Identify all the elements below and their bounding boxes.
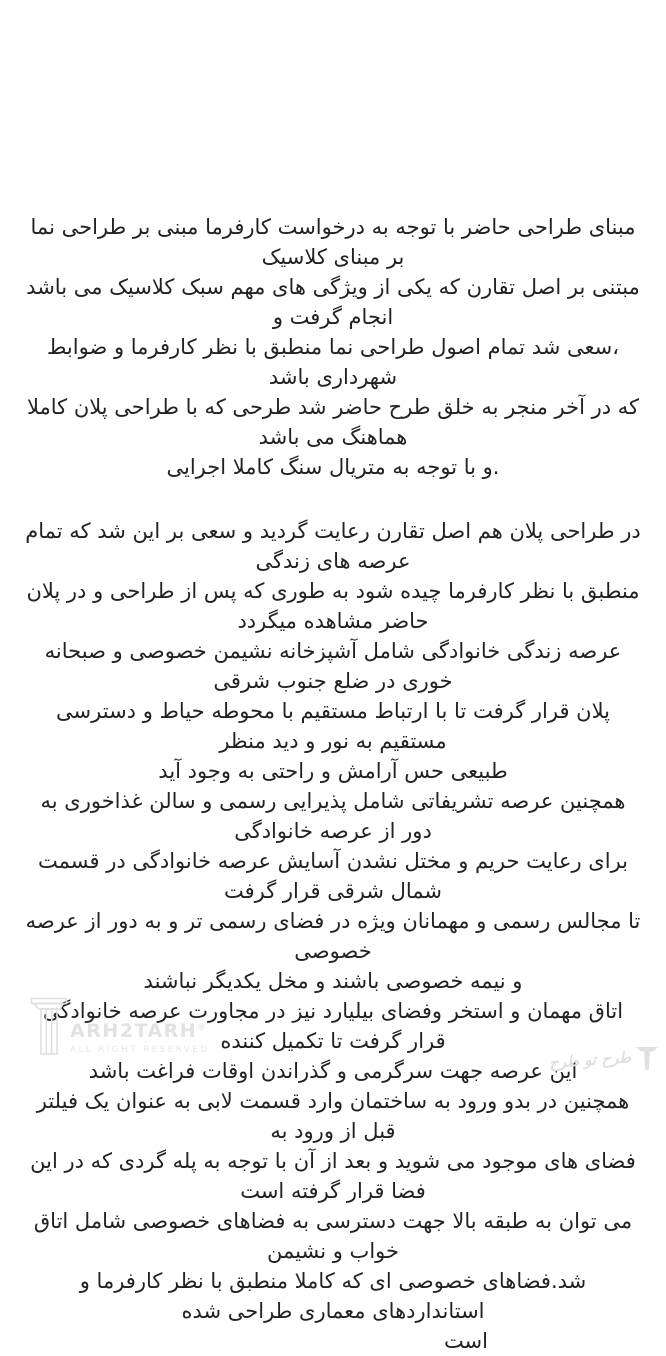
text-line: عرصه زندگی خانوادگی شامل آشپزخانه نشیمن خصوصی و صبحانه خوری در ضلع جنوب شرقی [44,639,622,693]
text-line: مبتنی بر اصل تقارن که یکی از ویژگی های مهم سبک کلاسیک می باشد انجام گرفت و [26,275,640,329]
text-line: مبنای طراحی حاضر با توجه به درخواست کارفرما مبنی بر طراحی نما بر مبنای کلاسیک [30,215,636,269]
text-line: تا مجالس رسمی و مهمانان ویژه در فضای رسمی تر و به دور از عرصه خصوصی [25,909,641,963]
text-line: منطبق با نظر کارفرما چیده شود به طوری که پس از طراحی و در پلان حاضر مشاهده میگردد [26,579,640,633]
text-line: همچنین عرصه تشریفاتی شامل پذیرایی رسمی و سالن غذاخوری به دور از عرصه خانوادگی [40,789,626,843]
tarh2tarh-logo [30,996,209,1062]
text-line: این عرصه جهت سرگرمی و گذراندن اوقات فراغت باشد [88,1059,578,1083]
text-line: در طراحی پلان هم اصل تقارن رعایت گردید و سعی بر این شد که تمام عرصه های زندگی [25,519,641,573]
paragraph [25,516,641,1356]
brand-text [70,1020,209,1055]
column-icon [30,996,68,1062]
text-line: شد.فضاهای خصوصی ای که کاملا منطبق با نظر کارفرما و استانداردهای معماری طراحی شده [79,1269,587,1323]
text-line: طبیعی حس آرامش و راحتی به وجود آید [158,759,508,783]
text-line: می توان به طبقه بالا جهت دسترسی به فضاهای خصوصی شامل اتاق خواب و نشیمن [33,1209,633,1263]
text-line: پلان قرار گرفت تا با ارتباط مستقیم با محوطه حیاط و دسترسی مستقیم به نور و دید منظر [56,699,610,753]
text-line: که در آخر منجر به خلق طرح حاضر شد طرحی که با طراحی پلان کاملا هماهنگ می باشد [26,395,640,449]
brand-tagline: ALL RIGHT RESERVED [70,1045,210,1055]
text-line: همچنین در بدو ورود به ساختمان وارد قسمت لابی به عنوان یک فیلتر قبل از ورود به [36,1089,630,1143]
text-line: .و با توجه به متریال سنگ کاملا اجرایی [166,455,500,479]
text-line: برای رعایت حریم و مختل نشدن آسایش عرصه خانوادگی در قسمت شمال شرقی قرار گرفت [37,849,629,903]
column-icon-small [636,1044,658,1075]
body-text [25,212,641,1356]
text-line: فضای های موجود می شوید و بعد از آن با توجه به پله گردی که در این فضا قرار گرفته است [30,1149,636,1203]
watermark-text: طرح تو طرح [548,1047,632,1072]
brand-name: ARH2TARH® [70,1020,207,1042]
registered-mark-icon: ® [197,1023,207,1033]
text-line: ،سعی شد تمام اصول طراحی نما منطبق با نظر کارفرما و ضوابط شهرداری باشد [46,335,620,389]
text-line: اتاق مهمان و استخر وفضای بیلیارد نیز در مجاورت عرصه خانوادگی قرار گرفت تا تکمیل کننده [42,999,624,1053]
paragraph [25,212,641,482]
text-line: و نیمه خصوصی باشند و مخل یکدیگر نباشند [143,969,523,993]
text-line: است [443,1329,488,1353]
watermark [549,1044,658,1075]
